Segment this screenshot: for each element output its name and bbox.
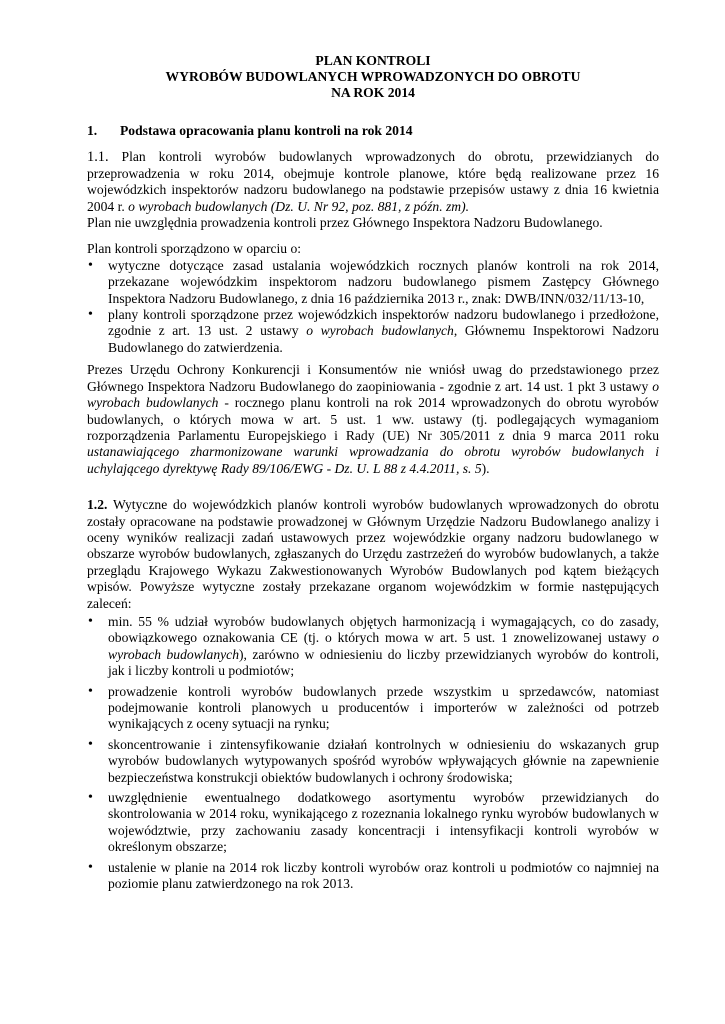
paragraph-1-1-note: Plan nie uwzględnia prowadzenia kontroli przez Głównego Inspektora Nadzoru Budowlanego. (87, 215, 603, 231)
title-line-2: WYROBÓW BUDOWLANYCH WPROWADZONYCH DO OBROTU (165, 69, 581, 84)
section-1-title: Podstawa opracowania planu kontroli na rok 2014 (120, 123, 413, 138)
uokik-italic-2: ustanawiającego zharmonizowane warunki wprowadzania do obrotu wyrobów budowlanych i uchylającego dyrektywę Rady 89/106/EWG - Dz. U. L 88 z 4.4.2011, s. 5 (87, 444, 659, 476)
paragraph-1-2-number: 1.2. (87, 497, 108, 513)
uokik-italic-1: o wyrobach budowlanych (87, 378, 659, 411)
recommendation-ce-share (87, 614, 659, 680)
paragraph-1-1-text: Plan kontroli wyrobów budowlanych wprowadzonych do obrotu, przewidzianych do przeprowadzenia w roku 2014, obejmuje kontrole planowe, które będą realizowane przez 16 wojewódzkich inspektorów nadzoru budowlanego na podstawie przepisów ustawy z dnia 16 kwietnia 2004 r. (87, 149, 659, 214)
basis-item-plans (87, 307, 659, 356)
title-line-3: NA ROK 2014 (331, 85, 415, 100)
recommendations-list (87, 614, 659, 893)
uokik-text-3: ). (481, 460, 490, 476)
recommendation-control-count: • ustalenie w planie na 2014 rok liczby kontroli wyrobów oraz kontroli u podmiotów co najmniej na poziomie planu zatwierdzonego na rok 2013. (87, 860, 659, 893)
basis-item-plans-text: plany kontroli sporządzone przez wojewódzkich inspektorów nadzoru budowlanego i przedłożone, zgodnie z art. 13 ust. 2 ustawy (108, 307, 659, 339)
document-title (87, 53, 659, 101)
recommendation-ce-share-italic: o wyrobach budowlanych (108, 630, 659, 662)
paragraph-1-1-italic: o wyrobach budowlanych (Dz. U. Nr 92, poz. 881, z późn. zm). (128, 198, 470, 214)
basis-item-guidelines: • wytyczne dotyczące zasad ustalania wojewódzkich rocznych planów kontroli na rok 2014, przekazane wojewódzkim inspektorom nadzoru budowlanego pismem Zastępcy Głównego Inspektora Nadzoru Budowlanego, z dnia 16 października 2013 r., znak: DWB/INN/032/11/13-10, (87, 258, 659, 307)
paragraph-1-1 (87, 149, 659, 215)
document-page (87, 53, 659, 892)
recommendation-sellers: • prowadzenie kontroli wyrobów budowlanych przede wszystkim u sprzedawców, natomiast podejmowanie kontroli planowych u producentów i importerów w zależności od potrzeb wynikających z oceny sytuacji na rynku; (87, 684, 659, 733)
section-1-number: 1. (87, 123, 98, 138)
title-line-1: PLAN KONTROLI (315, 53, 431, 68)
uokik-text-1: Prezes Urzędu Ochrony Konkurencji i Konsumentów nie wniósł uwag do przedstawionego przez Głównego Inspektora Nadzoru Budowlanego do zaopiniowania - zgodnie z art. 14 ust. 1 pkt 3 ustawy (87, 362, 659, 394)
paragraph-1-1-number: 1.1. (87, 149, 109, 166)
recommendation-additional-range: • uwzględnienie ewentualnego dodatkowego asortymentu wyrobów przewidzianych do skontrolowania w 2014 roku, wynikającego z rozeznania lokalnego rynku wyrobów budowlanych w województwie, przy zachowaniu zasady koncentracji i intensyfikacji kontroli wyrobów w określonym obszarze; (87, 790, 659, 856)
recommendation-focus-groups: • skoncentrowanie i zintensyfikowanie działań kontrolnych w odniesieniu do wskazanych grup wyrobów budowlanych wytypowanych spośród wyrobów wpływających głównie na zapewnienie bezpieczeństwa konstrukcji obiektów budowlanych i ochrony środowiska; (87, 737, 659, 786)
basis-item-plans-text-end: , Głównemu Inspektorowi Nadzoru Budowlanego do zatwierdzenia. (108, 323, 659, 355)
paragraph-1-2-text: Wytyczne do wojewódzkich planów kontroli wyrobów budowlanych wprowadzonych do obrotu zostały opracowane na podstawie prowadzonej w Głównym Urzędzie Nadzoru Budowlanego analizy i oceny wyników realizacji zadań ustawowych przez wojewódzkie organy nadzoru budowlanego w obszarze wyrobów budowlanych, zgłaszanych do Urzędu zastrzeżeń do wyrobów budowlanych, a także przeglądu Krajowego Wykazu Zakwestionowanych Wyrobów Budowlanych pod kątem bieżących wpisów. Powyższe wytyczne zostały przekazane organom wojewódzkim w formie następujących zaleceń: (87, 497, 659, 611)
recommendation-ce-share-text: min. 55 % udział wyrobów budowlanych objętych harmonizacją i wymagających, co do zasady, obowiązkowego oznakowania CE (tj. o których mowa w art. 5 ust. 1 znowelizowanej ustawy (108, 613, 659, 646)
recommendation-ce-share-text-end: ), zarówno w odniesieniu do liczby przewidzianych wyrobów do kontroli, jak i liczby kontroli u podmiotów; (108, 646, 660, 679)
basis-intro: Plan kontroli sporządzono w oparciu o: (87, 241, 302, 257)
section-1-heading (87, 123, 659, 139)
basis-list (87, 258, 659, 356)
uokik-paragraph (87, 362, 659, 477)
basis-item-plans-italic: o wyrobach budowlanych (306, 323, 454, 339)
paragraph-1-2 (87, 497, 659, 612)
uokik-text-2: - rocznego planu kontroli na rok 2014 wprowadzonych do obrotu wyrobów budowlanych, o których mowa w art. 5 ust. 1 ww. ustawy (tj. podlegających wymaganiom rozporządzenia Parlamentu Europejskiego i Rady (UE) Nr 305/2011 z dnia 9 marca 2011 roku (87, 395, 659, 443)
